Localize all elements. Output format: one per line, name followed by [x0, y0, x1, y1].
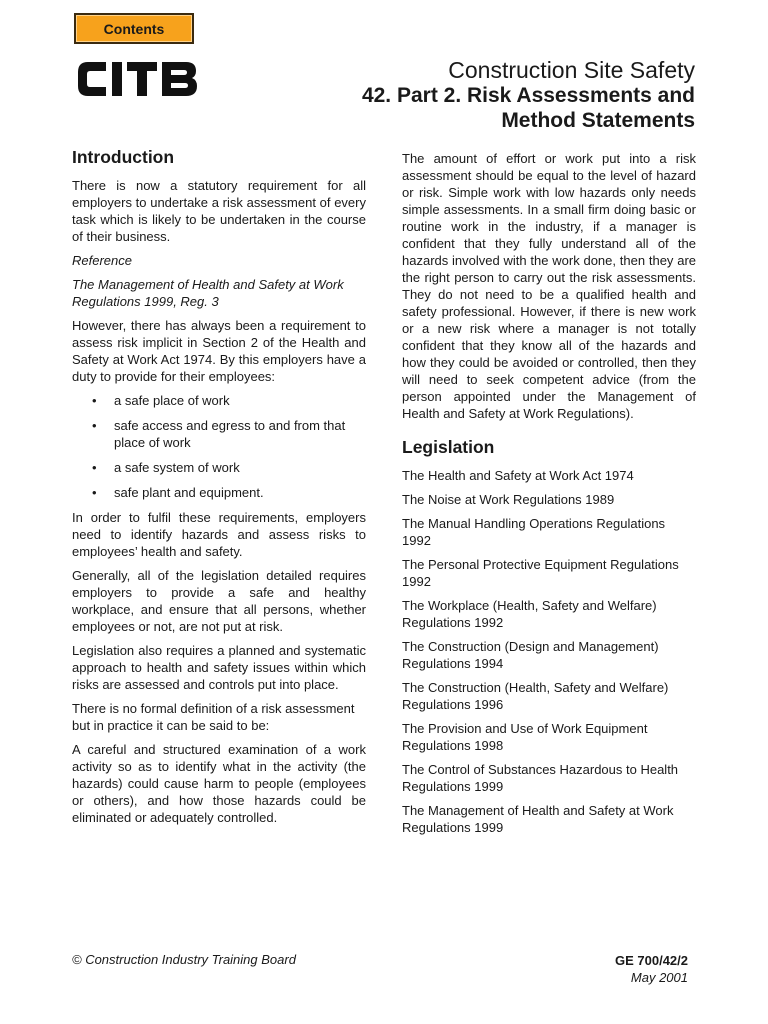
list-item: [72, 417, 366, 451]
legislation-item: The Health and Safety at Work Act 1974: [402, 468, 634, 483]
legislation-item: The Personal Protective Equipment Regulations 1992: [402, 557, 679, 589]
introduction-heading: Introduction: [72, 147, 175, 167]
citb-logo: [76, 58, 200, 100]
legislation-item: The Construction (Health, Safety and Welfare) Regulations 1996: [402, 680, 669, 712]
footer-copyright: © Construction Industry Training Board: [72, 952, 296, 967]
definition-intro-paragraph: There is no formal definition of a risk assessment but in practice it can be said to be:: [72, 701, 355, 733]
employer-duties-list: [72, 392, 366, 501]
definition-paragraph: A careful and structured examination of a work activity so as to identify what in the activity (the hazards) could cause harm to people (employees or others), and how those hazards could be eliminated or adequately controlled.: [72, 742, 366, 825]
bullet-icon: •: [92, 460, 97, 475]
bullet-icon: •: [92, 393, 97, 408]
legislation-item: The Control of Substances Hazardous to Health Regulations 1999: [402, 762, 679, 794]
legislation-heading: Legislation: [402, 437, 495, 457]
left-column: [72, 146, 366, 833]
document-code: GE 700/42/2: [615, 953, 688, 968]
intro-paragraph: There is now a statutory requirement for all employers to undertake a risk assessment of every task which is likely to be undertaken in the course of their business.: [72, 178, 366, 244]
legislation-item: The Workplace (Health, Safety and Welfare) Regulations 1992: [402, 598, 657, 630]
list-item: [72, 392, 366, 409]
legislation-item: The Management of Health and Safety at Work Regulations 1999: [402, 803, 674, 835]
reference-label: Reference: [72, 253, 132, 268]
legislation-list: [402, 467, 696, 836]
effort-paragraph: The amount of effort or work put into a risk assessment should be equal to the level of hazard or risk. Simple work with low hazards only needs simple assessments. In a small firm doing basic or routine work in the industry, if a manager is confident that they fully understand all of the hazards involved with the work done, then they are the right person to carry out the risk assessments. They do not need to be a qualified health and safety professional. However, if there is new work or a new risk where a manager is not totally confident that they know all of the hazards and how they could be avoided or controlled, then they will need to seek competent advice (from the person appointed under the Management of Health and Safety at Work Regulations).: [402, 151, 696, 421]
right-column: [402, 150, 696, 843]
list-item-text: a safe place of work: [114, 393, 230, 408]
legislation-item: The Manual Handling Operations Regulations 1992: [402, 516, 666, 548]
legislation-item: The Provision and Use of Work Equipment Regulations 1998: [402, 721, 648, 753]
requirements-paragraph: In order to fulfil these requirements, employers need to identify hazards and assess risks to employees’ health and safety.: [72, 510, 366, 559]
contents-button[interactable]: Contents: [74, 13, 194, 44]
legislation-item: The Construction (Design and Management) Regulations 1994: [402, 639, 659, 671]
list-item: [72, 484, 366, 501]
footer-doc-ref: [615, 952, 688, 986]
list-item-text: safe access and egress to and from that place of work: [114, 418, 346, 450]
list-item-text: a safe system of work: [114, 460, 240, 475]
legislation-requires-paragraph: Generally, all of the legislation detailed requires employers to provide a safe and healthy workplace, and ensure that all persons, whether employees or not, are not put at risk.: [72, 568, 366, 634]
duty-paragraph: However, there has always been a requirement to assess risk implicit in Section 2 of the Health and Safety at Work Act 1974. By this employers have a duty to provide for their employees:: [72, 318, 366, 384]
citb-logo-mark: [76, 58, 200, 100]
page-title: 42. Part 2. Risk Assessments and Method Statements: [361, 84, 695, 132]
list-item-text: safe plant and equipment.: [114, 485, 264, 500]
document-date: May 2001: [630, 970, 688, 985]
bullet-icon: •: [92, 485, 97, 500]
reference-text: The Management of Health and Safety at Work Regulations 1999, Reg. 3: [72, 277, 344, 309]
list-item: [72, 459, 366, 476]
systematic-approach-paragraph: Legislation also requires a planned and systematic approach to health and safety issues within which risks are assessed and controls put into place.: [72, 643, 366, 692]
legislation-item: The Noise at Work Regulations 1989: [402, 492, 615, 507]
document-series-title: Construction Site Safety: [448, 57, 695, 83]
bullet-icon: •: [92, 418, 97, 433]
